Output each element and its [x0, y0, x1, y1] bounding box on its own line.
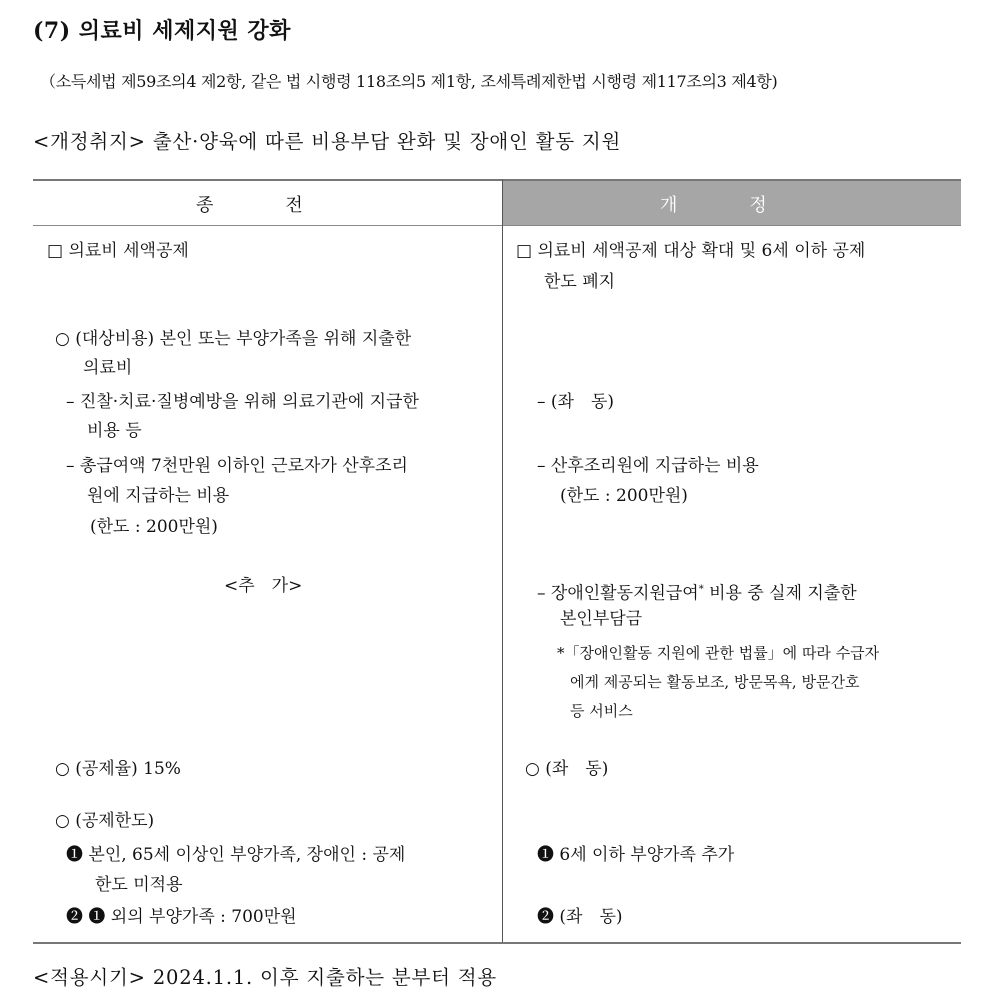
after-disabled-line2: 본인부담금 [560, 609, 643, 629]
before-limit-heading: ○ (공제한도) [55, 811, 155, 831]
after-note-line2: 에게 제공되는 활동보조, 방문목욕, 방문간호 [570, 673, 860, 691]
table-bottom-rule [33, 942, 961, 944]
header-before: 종 전 [196, 195, 303, 216]
before-item-heading: □ 의료비 세액공제 [47, 241, 189, 261]
after-note-line3: 등 서비스 [570, 702, 633, 720]
header-bottom-rule [33, 225, 961, 226]
header-after: 개 정 [660, 195, 767, 216]
after-same1: – (좌 동) [537, 392, 615, 412]
before-dash2-line1: – 총급여액 7천만원 이하인 근로자가 산후조리 [66, 456, 408, 476]
after-dash2-limit: (한도 : 200만원) [560, 486, 688, 506]
before-dash1-line1: – 진찰·치료·질병예방을 위해 의료기관에 지급한 [66, 392, 419, 412]
before-limit1-line1: ❶ 본인, 65세 이상인 부양가족, 장애인 : 공제 [66, 845, 406, 865]
before-added: <추 가> [224, 576, 303, 596]
after-disabled-label: – 장애인활동지원급여 [537, 583, 699, 604]
before-limit2: ❷ ❶ 외의 부양가족 : 700만원 [66, 907, 297, 927]
after-rate: ○ (좌 동) [525, 759, 609, 779]
column-divider [502, 180, 503, 943]
after-disabled-tail: 비용 중 실제 지출한 [703, 583, 857, 604]
amendment-purpose: <개정취지> 출산·양육에 따른 비용부담 완화 및 장애인 활동 지원 [33, 130, 622, 153]
footnote-marker: * [698, 584, 704, 595]
after-item-heading-line1: □ 의료비 세액공제 대상 확대 및 6세 이하 공제 [516, 241, 866, 261]
law-reference: （소득세법 제59조의4 제2항, 같은 법 시행령 118조의5 제1항, 조세특례제한법 시행령 제117조의3 제4항) [40, 72, 778, 91]
before-dash2-limit: (한도 : 200만원) [90, 517, 218, 537]
before-dash1-line2: 비용 등 [87, 421, 142, 441]
before-dash2-line2: 원에 지급하는 비용 [87, 486, 230, 506]
before-target-line2: 의료비 [83, 358, 133, 378]
after-limit2: ❷ (좌 동) [537, 907, 623, 927]
after-note-line1: *「장애인활동 지원에 관한 법률」에 따라 수급자 [557, 644, 880, 662]
section-title: (7) 의료비 세제지원 강화 [33, 18, 291, 44]
after-item-heading-line2: 한도 폐지 [544, 272, 616, 292]
after-dash2: – 산후조리원에 지급하는 비용 [537, 456, 759, 476]
before-limit1-line2: 한도 미적용 [95, 875, 183, 895]
before-rate: ○ (공제율) 15% [55, 759, 181, 779]
after-limit1: ❶ 6세 이하 부양가족 추가 [537, 845, 735, 865]
before-target-line1: ○ (대상비용) 본인 또는 부양가족을 위해 지출한 [55, 329, 412, 349]
apply-period: <적용시기> 2024.1.1. 이후 지출하는 분부터 적용 [33, 966, 498, 989]
